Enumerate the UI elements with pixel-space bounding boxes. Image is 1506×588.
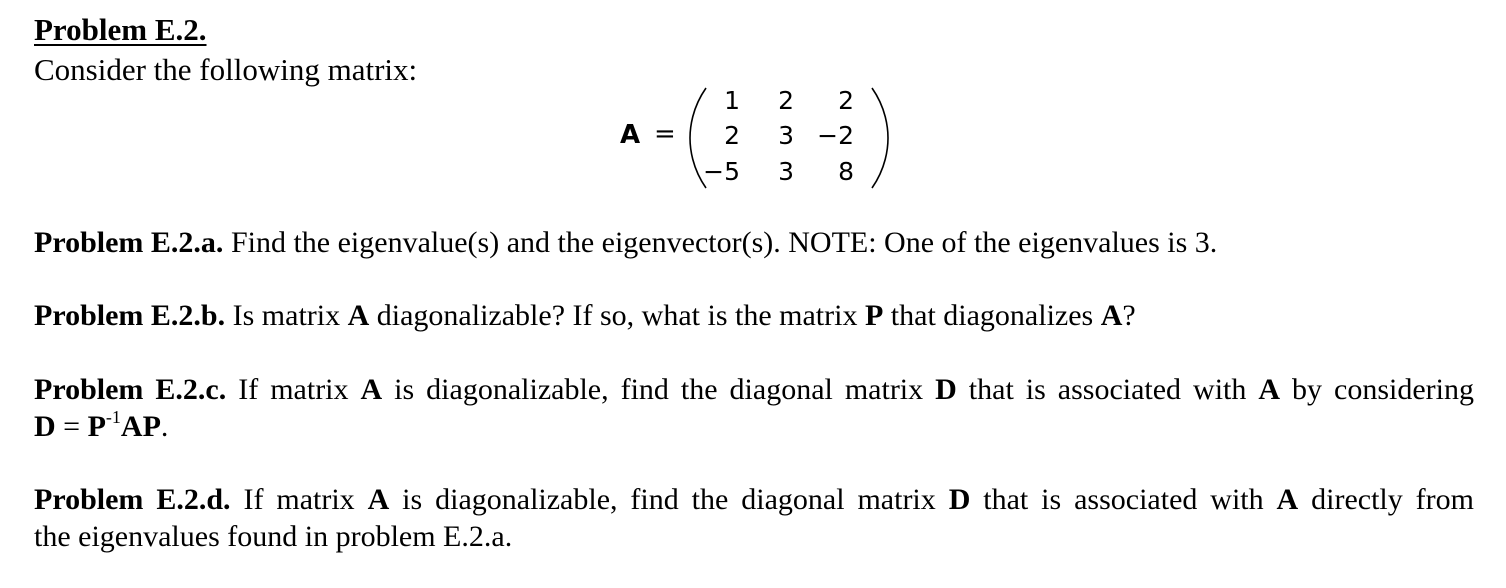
part-b-text: Is matrix xyxy=(225,299,348,332)
part-d-matrix-a: A xyxy=(1276,483,1299,516)
matrix-cell: 2 xyxy=(724,121,740,150)
matrix-name: A xyxy=(620,120,641,150)
matrix-equation xyxy=(618,84,888,192)
part-c-matrix-a: A xyxy=(360,373,383,406)
part-b-label: Problem E.2.b. xyxy=(34,299,226,332)
part-b-matrix-a: A xyxy=(347,299,370,332)
equation-equals: = xyxy=(55,410,88,443)
part-d-matrix-a: A xyxy=(367,483,390,516)
part-b-text: ? xyxy=(1122,299,1136,332)
matrix-cell: 2 xyxy=(778,86,794,115)
right-parenthesis xyxy=(870,84,892,192)
part-b-matrix-p: P xyxy=(864,299,884,332)
part-d-text: that is associated with xyxy=(970,483,1277,516)
equation-period: . xyxy=(160,410,169,443)
matrix-cell: 2 xyxy=(838,86,854,115)
problem-part-b xyxy=(34,297,1474,334)
matrix-equals-sign: = xyxy=(654,119,676,149)
problem-part-d-line-2: the eigenvalues found in problem E.2.a. xyxy=(34,520,513,553)
problem-part-a xyxy=(34,224,1474,261)
part-c-text: If matrix xyxy=(226,373,361,406)
part-c-text: is diagonalizable, find the diagonal matrix xyxy=(382,373,936,406)
part-c-label: Problem E.2.c. xyxy=(34,373,227,406)
part-b-matrix-a: A xyxy=(1100,299,1123,332)
part-b-text: that diagonalizes xyxy=(883,299,1101,332)
part-c-text: that is associated with xyxy=(956,373,1259,406)
matrix-cell: −5 xyxy=(703,157,740,186)
part-c-text: by considering xyxy=(1280,373,1475,406)
part-b-text: diagonalizable? If so, what is the matrix xyxy=(369,299,865,332)
part-d-text: If matrix xyxy=(230,483,368,516)
equation-ap: AP xyxy=(120,410,161,443)
matrix-cell: 3 xyxy=(778,121,794,150)
equation-d: D xyxy=(34,410,56,443)
problem-part-c-equation xyxy=(34,408,1474,445)
part-d-text: is diagonalizable, find the diagonal matrix xyxy=(389,483,949,516)
part-d-matrix-d: D xyxy=(948,483,971,516)
problem-part-c-line-1 xyxy=(34,371,1474,408)
problem-intro: Consider the following matrix: xyxy=(34,52,418,87)
part-a-label: Problem E.2.a. xyxy=(34,226,224,259)
problem-title: Problem E.2. xyxy=(34,12,207,47)
matrix-cell: −2 xyxy=(817,121,854,150)
matrix-cell: 1 xyxy=(724,86,740,115)
part-d-text: directly from xyxy=(1298,483,1474,516)
equation-p: P xyxy=(87,410,106,443)
matrix-cell: 8 xyxy=(838,157,854,186)
part-a-text: Find the eigenvalue(s) and the eigenvector(s). NOTE: One of the eigenvalues is 3. xyxy=(223,226,1218,259)
part-d-label: Problem E.2.d. xyxy=(34,483,231,516)
equation-inverse-exponent: -1 xyxy=(105,407,121,427)
part-c-matrix-d: D xyxy=(935,373,957,406)
matrix-cell: 3 xyxy=(778,157,794,186)
part-c-matrix-a: A xyxy=(1258,373,1281,406)
problem-part-d-line-1 xyxy=(34,481,1474,518)
